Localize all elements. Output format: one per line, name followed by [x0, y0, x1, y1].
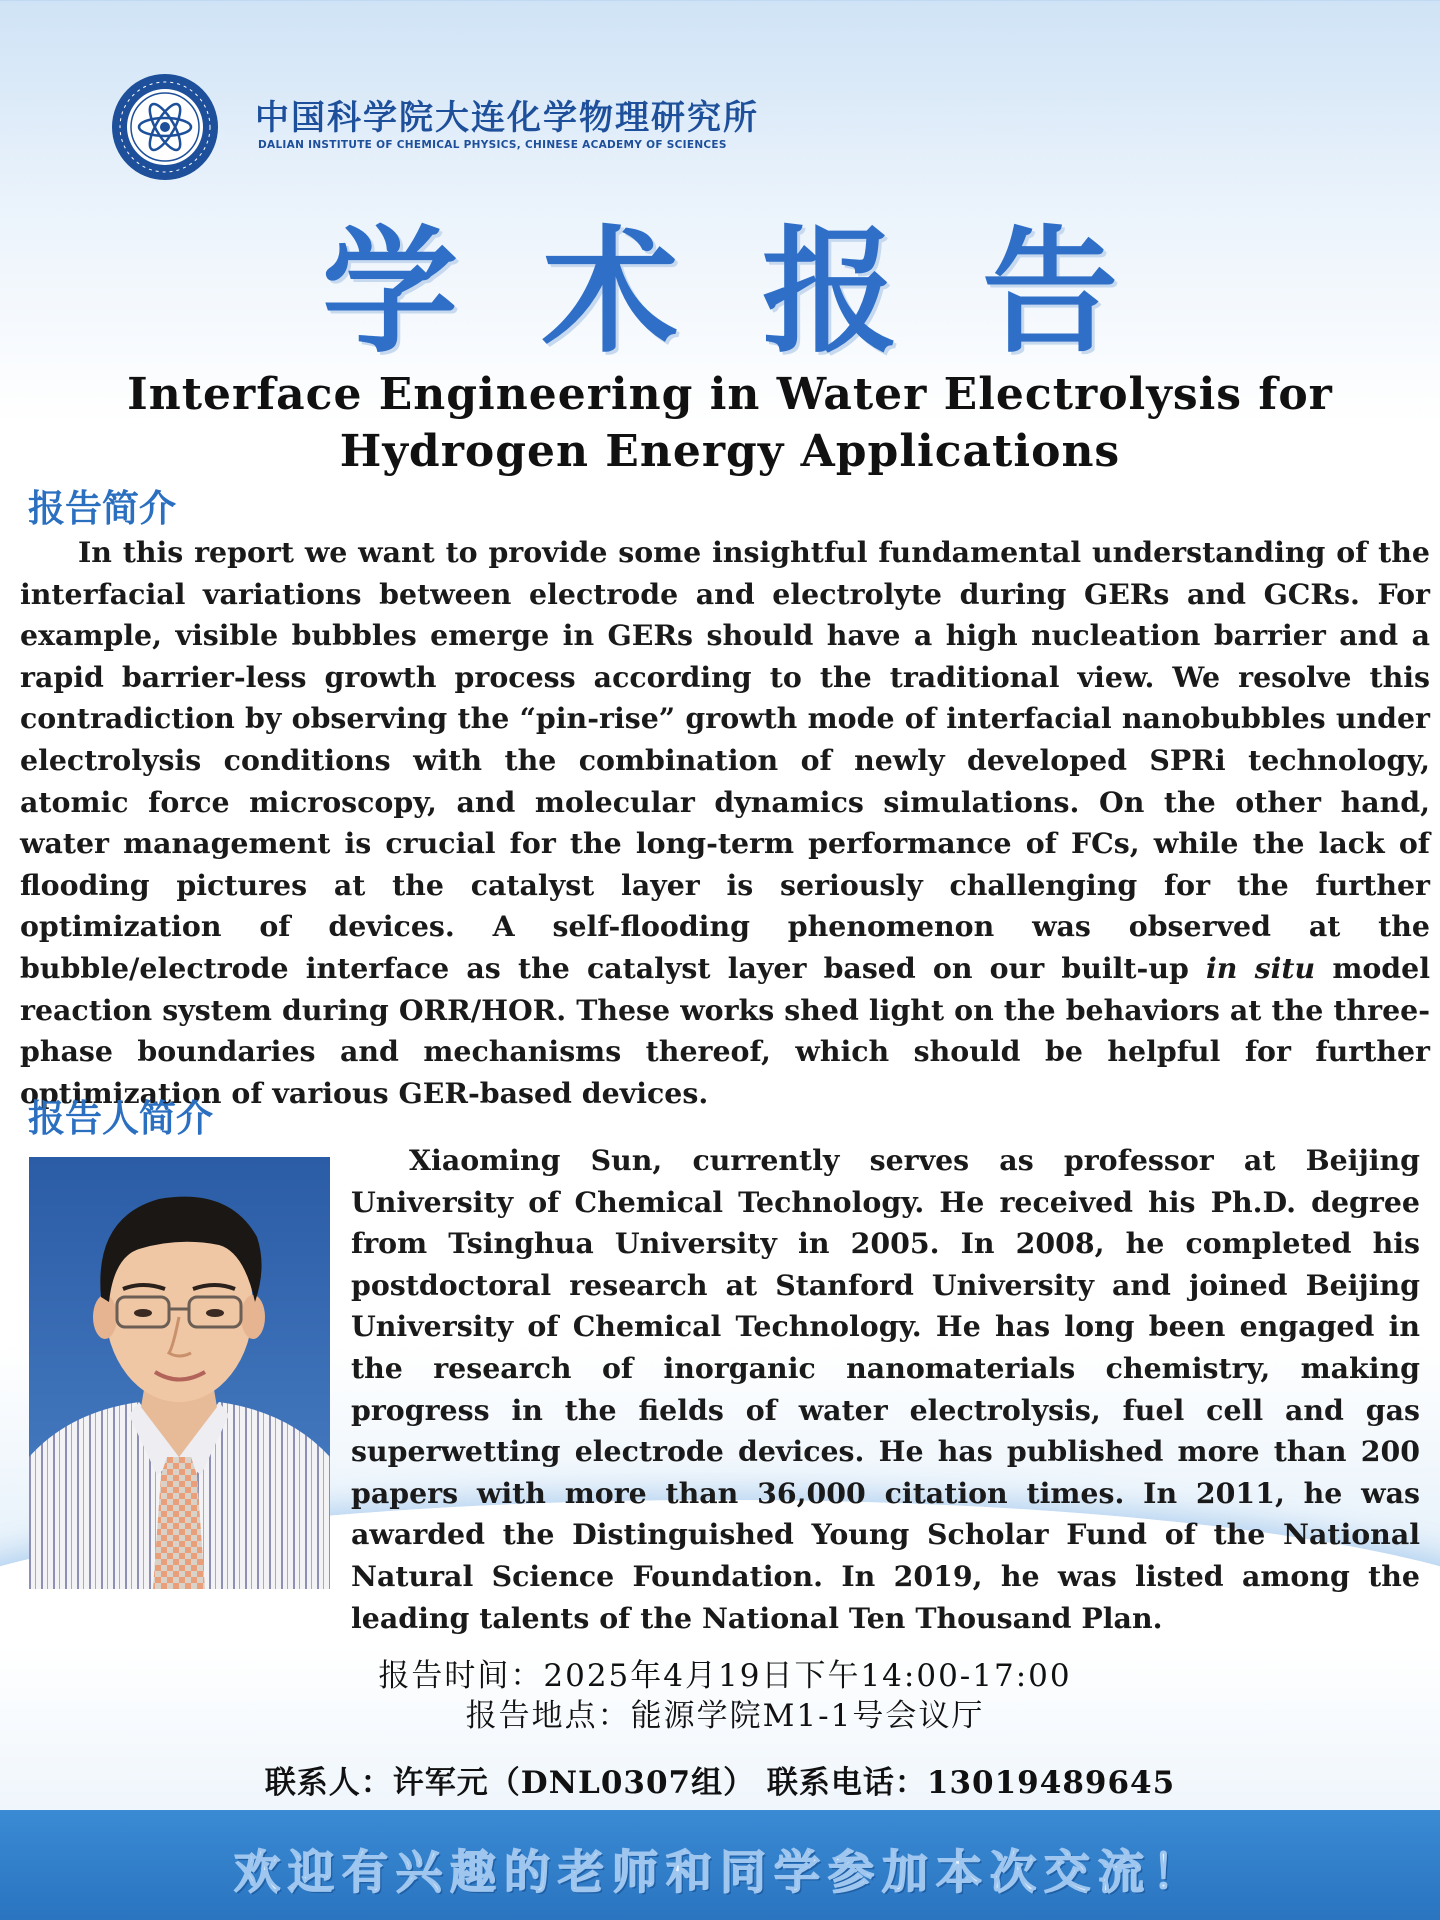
contact-info: 联系人：许军元（DNL0307组） 联系电话：13019489645 — [264, 1765, 1176, 1801]
talk-location: 报告地点：能源学院M1-1号会议厅 — [465, 1698, 985, 1734]
talk-time: 报告时间：2025年4月19日下午14:00-17:00 — [378, 1658, 1072, 1694]
abstract-text-italic: in situ — [1206, 950, 1316, 985]
institute-name-cn: 中国科学院大连化学物理研究所 — [255, 98, 759, 138]
institute-name-en: DALIAN INSTITUTE OF CHEMICAL PHYSICS, CHINESE ACADEMY OF SCIENCES — [258, 139, 727, 151]
banner-title: 学术报告 — [322, 214, 1202, 372]
abstract-text-part2: model reaction system during ORR/HOR. These works shed light on the behaviors at the three-phase boundaries and mechanisms thereof, which should be helpful for further optimization of various GER-based devices. — [20, 950, 1431, 1110]
institute-seal-icon — [110, 72, 220, 182]
abstract-text-part1: In this report we want to provide some insightful fundamental understanding of the interfacial variations between electrode and electrolyte during GERs and GCRs. For example, visible bubbles emerge in GERs should have a high nucleation barrier and a rapid barrier-less growth process according to the traditional view. We resolve this contradiction by observing the “pin-rise” growth mode of interfacial nanobubbles under electrolysis conditions with the combination of newly developed SPRi technology, atomic force microscopy, and molecular dynamics simulations. On the other hand, water management is crucial for the long-term performance of FCs, while the lack of flooding pictures at the catalyst layer is seriously challenging for the further optimization of devices. A self-flooding phenomenon was observed at the bubble/electrode interface as the catalyst layer based on our built-up — [20, 535, 1430, 985]
abstract-text — [20, 532, 1430, 1114]
talk-title: Interface Engineering in Water Electrolysis for Hydrogen Energy Applications — [127, 369, 1333, 477]
speaker-heading: 报告人简介 — [28, 1097, 213, 1140]
welcome-banner: 欢迎有兴趣的老师和同学参加本次交流！ — [234, 1845, 1206, 1899]
speaker-photo — [29, 1157, 330, 1589]
abstract-heading: 报告简介 — [28, 487, 176, 530]
speaker-bio: Xiaoming Sun, currently serves as professor at Beijing University of Chemical Technology. He received his Ph.D. degree from Tsinghua University in 2005. In 2008, he completed his postdoctoral research at Stanford University and joined Beijing University of Chemical Technology. He has long been engaged in the research of inorganic nanomaterials chemistry, making progress in the fields of water electrolysis, fuel cell and gas superwetting electrode devices. He has published more than 200 papers with more than 36,000 citation times. In 2011, he was awarded the Distinguished Young Scholar Fund of the National Natural Science Foundation. In 2019, he was listed among the leading talents of the National Ten Thousand Plan. — [351, 1143, 1420, 1635]
